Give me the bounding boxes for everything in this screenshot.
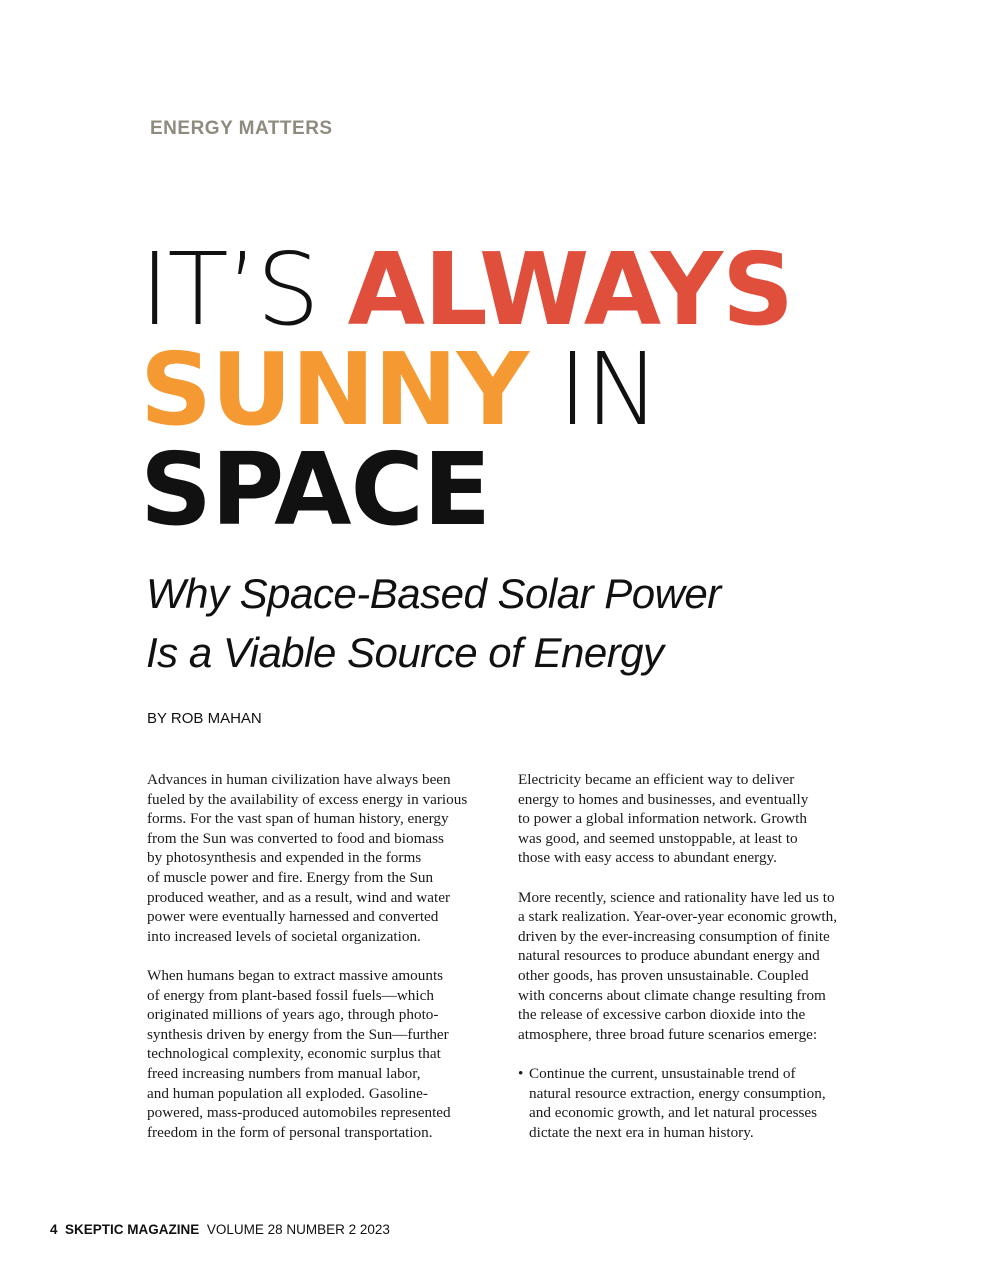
text-line: Electricity became an efficient way to deliver bbox=[518, 771, 795, 788]
text-line: and human population all exploded. Gasoline- bbox=[147, 1084, 428, 1102]
headline-line-2 bbox=[140, 331, 793, 448]
right-column bbox=[518, 770, 858, 1162]
headline bbox=[140, 231, 794, 548]
text-line: of muscle power and fire. Energy from the Sun bbox=[147, 868, 434, 886]
text-line: from the Sun was converted to food and biomass bbox=[147, 829, 444, 847]
subtitle-line-1: Why Space-Based Solar Power bbox=[146, 570, 721, 617]
section-label: ENERGY MATTERS bbox=[150, 118, 333, 139]
text-line: of energy from plant-based fossil fuels—which bbox=[147, 986, 434, 1004]
headline-sunny: SUNNY bbox=[140, 331, 529, 448]
text-line: atmosphere, three broad future scenarios emerge: bbox=[518, 1025, 818, 1043]
text-line: originated millions of years ago, through photo- bbox=[147, 1006, 439, 1024]
bullet-marker: • bbox=[518, 1064, 524, 1082]
subtitle-line-2: Is a Viable Source of Energy bbox=[146, 629, 664, 676]
paragraph bbox=[147, 966, 487, 1142]
bullet-text bbox=[529, 1064, 858, 1142]
text-line: When humans began to extract massive amounts bbox=[147, 966, 444, 984]
text-line: freedom in the form of personal transportation. bbox=[147, 1123, 433, 1141]
text-line: power were eventually harnessed and converted bbox=[147, 908, 439, 926]
text-line: Continue the current, unsustainable trend of bbox=[529, 1064, 796, 1082]
text-line: Advances in human civilization have always been bbox=[147, 771, 451, 788]
text-line: technological complexity, economic surplus that bbox=[147, 1045, 441, 1063]
text-line: energy to homes and businesses, and eventually bbox=[518, 790, 809, 808]
magazine-name: SKEPTIC MAGAZINE bbox=[65, 1222, 200, 1237]
headline-in: IN bbox=[528, 331, 659, 448]
paragraph bbox=[518, 770, 858, 868]
headline-line-1 bbox=[140, 231, 794, 348]
text-line: was good, and seemed unstoppable, at least to bbox=[518, 829, 798, 847]
text-line: produced weather, and as a result, wind and water bbox=[147, 888, 451, 906]
left-column bbox=[147, 770, 487, 1162]
issue-info: VOLUME 28 NUMBER 2 2023 bbox=[206, 1222, 390, 1237]
text-line: the release of excessive carbon dioxide into the bbox=[518, 1006, 806, 1024]
text-line: More recently, science and rationality have led us to bbox=[518, 888, 835, 906]
page-number: 4 bbox=[50, 1222, 58, 1237]
text-line: into increased levels of societal organization. bbox=[147, 927, 421, 945]
headline-space: SPACE bbox=[140, 431, 491, 548]
headline-its: IT’S bbox=[140, 231, 348, 348]
byline: BY ROB MAHAN bbox=[147, 710, 262, 727]
paragraph bbox=[147, 770, 487, 946]
text-line: with concerns about climate change resulting from bbox=[518, 986, 826, 1004]
text-line: other goods, has proven unsustainable. Coupled bbox=[518, 966, 809, 984]
text-line: and economic growth, and let natural processes bbox=[529, 1104, 818, 1122]
text-line: those with easy access to abundant energy. bbox=[518, 849, 777, 867]
text-line: fueled by the availability of excess energy in various bbox=[147, 790, 468, 808]
text-line: forms. For the vast span of human history, energy bbox=[147, 810, 449, 828]
text-line: freed increasing numbers from manual labor, bbox=[147, 1064, 421, 1082]
text-line: natural resource extraction, energy consumption, bbox=[529, 1084, 826, 1102]
text-line: a stark realization. Year-over-year economic growth, bbox=[518, 908, 838, 926]
text-line: powered, mass-produced automobiles represented bbox=[147, 1104, 451, 1122]
subtitle bbox=[146, 564, 721, 682]
bullet-item bbox=[518, 1064, 858, 1142]
text-line: natural resources to produce abundant energy and bbox=[518, 947, 820, 965]
footer bbox=[50, 1222, 390, 1237]
text-line: dictate the next era in human history. bbox=[529, 1123, 754, 1141]
text-line: by photosynthesis and expended in the forms bbox=[147, 849, 422, 867]
text-line: driven by the ever-increasing consumption of finite bbox=[518, 927, 830, 945]
text-line: to power a global information network. Growth bbox=[518, 810, 807, 828]
headline-always: ALWAYS bbox=[347, 231, 794, 348]
paragraph bbox=[518, 888, 858, 1045]
text-line: synthesis driven by energy from the Sun—further bbox=[147, 1025, 449, 1043]
